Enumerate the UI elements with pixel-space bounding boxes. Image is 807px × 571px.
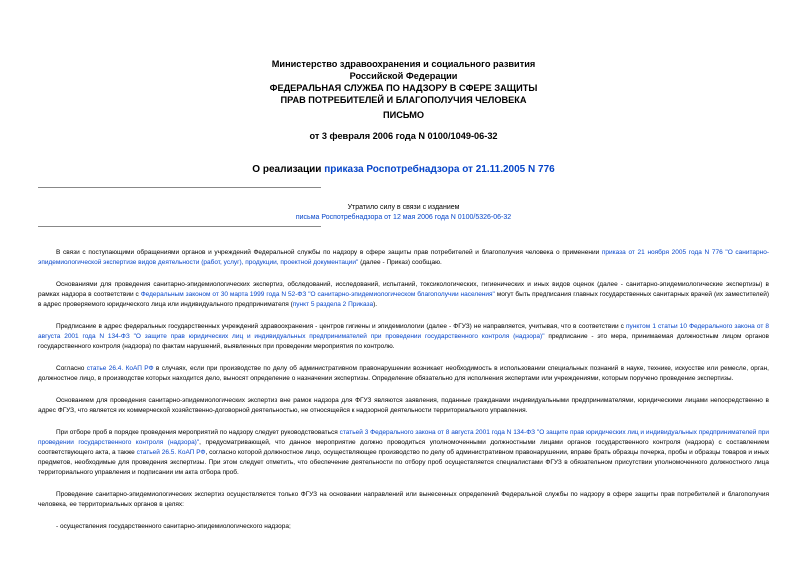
paragraph-2-text-a: Основаниями для проведения санитарно-эпидемиологических экспертиз, обследований, исследований, испытаний, токсикологических, гигиенических и иных видов оценок (далее - санитарно-эпидемиологические экспертизы) в рамках надзора в соответствии с (38, 281, 769, 298)
paragraph-3-text-a: Предписание в адрес федеральных государственных учреждений здравоохранения - центров гигиены и эпидемиологии (далее - ФГУЗ) не направляется, учитывая, что в соответствии с (56, 323, 626, 330)
divider-top (38, 187, 321, 188)
paragraph-4-text-b: в случаях, если при производстве по делу об административном правонарушении возникает необходимость в использовании специальных познаний в науке, технике, искусстве или ремесле, орган, должностное лицо, в производстве которых находится дело, выносят определение о назначении экспертизы. Определение обязательно для исполнения экспертами или учреждениями, которым поручено проведение экспертизы. (38, 365, 769, 382)
subject-prefix: О реализации (252, 164, 325, 175)
letter-subject (0, 164, 807, 175)
federal-law-52-link[interactable]: Федеральным законом от 30 марта 1999 года N 52-ФЗ "О санитарно-эпидемиологическом благополучии населения" (140, 291, 495, 298)
paragraph-6-text-a: При отборе проб в порядке проведения мероприятий по надзору следует руководствоваться (56, 429, 340, 436)
service-name-line2: ПРАВ ПОТРЕБИТЕЛЕЙ И БЛАГОПОЛУЧИЯ ЧЕЛОВЕКА (280, 95, 527, 105)
paragraph-8-text-a: - осуществления государственного санитарно-эпидемиологического надзора; (56, 523, 291, 530)
paragraph-2-text-c: ). (373, 301, 378, 308)
koap-26-5-link[interactable]: статьей 26.5. КоАП РФ (136, 449, 206, 456)
order-item-5-link[interactable]: пункт 5 раздела 2 Приказа (292, 301, 374, 308)
paragraph-5 (38, 396, 769, 416)
paragraph-4 (38, 364, 769, 384)
document-body (38, 248, 769, 544)
paragraph-5-text-a: Основанием для проведения санитарно-эпидемиологических экспертиз вне рамок надзора для ФГУЗ являются заявления, поданные гражданами индивидуальными предпринимателями, юридическими лицами непосредственно в адрес ФГУЗ, что является их коммерческой хозяйственно-договорной деятельностью, не относящейся к надзорной деятельности территориального управления. (38, 397, 769, 414)
koap-26-4-link[interactable]: статье 26.4. КоАП РФ (86, 365, 154, 372)
ministry-name: Министерство здравоохранения и социального развития (271, 59, 536, 69)
paragraph-6-text-c: , согласно которой должностное лицо, осуществляющее производство по делу об административном правонарушении, вправе брать образцы почерка, пробы и образцы товаров и иных предметов, необходимые для проведения экспертизы. При этом следует отметить, что обеспечение деятельности по отбору проб осуществляется специалистами ФГУЗ в обязательном присутствии уполномоченного должностного лица территориального управления и подписании им акта отбора проб. (38, 449, 769, 476)
void-note-text: Утратило силу в связи с изданием (347, 204, 460, 211)
paragraph-3 (38, 322, 769, 352)
paragraph-3-text-b: предписание - это мера, принимаемая должностным лицом органов государственного контроля (надзора) по фактам нарушений, выявленных при проведении мероприятия по контролю. (38, 333, 769, 350)
letter-title: ПИСЬМО (382, 110, 425, 120)
ministry-country: Российской Федерации (349, 71, 458, 81)
divider-bottom (38, 226, 321, 227)
paragraph-6-text-b: , предусматривающей, что данное мероприятие должно проводиться уполномоченными должностными лицами органов государственного контроля (надзора) с составлением соответствующего акта, а также (38, 439, 769, 456)
order-776-link[interactable]: приказа от 21 ноября 2005 года N 776 "О санитарно-эпидемиологической экспертизе видов деятельности (работ, услуг), продукции, проектной документации" (38, 249, 770, 266)
paragraph-7-text-a: Проведение санитарно-эпидемиологических экспертиз осуществляется только ФГУЗ на основании направлений или вынесенных определений Федеральной службы по надзору в сфере защиты прав потребителей и благополучия человека, ее территориальных органов в целях: (38, 491, 769, 508)
subject-order-link[interactable]: приказа Роспотребнадзора от 21.11.2005 N 776 (324, 164, 555, 175)
paragraph-6 (38, 428, 769, 478)
paragraph-1 (38, 248, 769, 268)
federal-law-134-art10-link[interactable]: пунктом 1 статьи 10 Федерального закона от 8 августа 2001 года N 134-ФЗ "О защите прав юридических лиц и индивидуальных предпринимателей при проведении государственного контроля (надзора)" (38, 323, 769, 340)
paragraph-2-text-b: могут быть предписания главных государственных санитарных врачей (их заместителей) в адрес проверяемого юридического лица или индивидуального предпринимателя ( (38, 291, 769, 308)
letter-date: от 3 февраля 2006 года N 0100/1049-06-32 (309, 131, 498, 141)
federal-law-134-art3-link[interactable]: статьей 3 Федерального закона от 8 августа 2001 года N 134-ФЗ "О защите прав юридических лиц и индивидуальных предпринимателей при проведении государственного контроля (надзора)" (38, 429, 769, 446)
void-note-link[interactable]: письма Роспотребнадзора от 12 мая 2006 года N 0100/5326-06-32 (295, 214, 512, 221)
paragraph-2 (38, 280, 769, 310)
void-note (0, 203, 807, 223)
paragraph-8 (38, 522, 769, 532)
paragraph-7 (38, 490, 769, 510)
paragraph-1-text-b: (далее - Приказ) сообщаю. (358, 259, 442, 266)
document-header (0, 58, 807, 106)
service-name-line1: ФЕДЕРАЛЬНАЯ СЛУЖБА ПО НАДЗОРУ В СФЕРЕ ЗАЩИТЫ (269, 83, 538, 93)
paragraph-4-text-a: Согласно (56, 365, 87, 372)
paragraph-1-text-a: В связи с поступающими обращениями органов и учреждений Федеральной службы по надзору в сфере защиты прав потребителей и благополучия человека о применении (56, 249, 602, 256)
